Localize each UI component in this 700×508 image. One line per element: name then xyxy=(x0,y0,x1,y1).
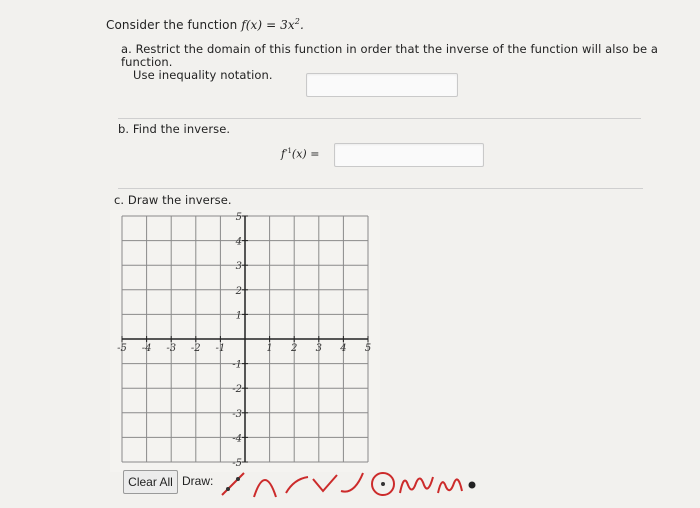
y-tick-label: 3 xyxy=(235,261,242,273)
wave-tool-icon[interactable] xyxy=(398,469,436,499)
part-a-line1: a. Restrict the domain of this function in order that the inverse of the function will also be a function. xyxy=(121,42,659,69)
x-tick-label: 5 xyxy=(364,343,372,354)
part-a-line2: Use inequality notation. xyxy=(133,68,273,82)
parabola-tool-icon[interactable] xyxy=(250,469,280,499)
x-tick-label: -1 xyxy=(215,343,226,354)
part-c-label: c. Draw the inverse. xyxy=(114,193,232,207)
x-tick-label: 2 xyxy=(291,343,298,354)
graph-area[interactable] xyxy=(110,210,380,472)
x-tick-label: -5 xyxy=(117,343,127,354)
vertex-tool-icon[interactable] xyxy=(310,469,340,499)
y-tick-label: -3 xyxy=(232,408,242,420)
inverse-answer-input[interactable] xyxy=(334,143,484,167)
draw-label: Draw: xyxy=(182,474,214,488)
intro-text: Consider the function xyxy=(106,18,242,32)
y-tick-label: -4 xyxy=(232,433,242,445)
ray-tool-icon[interactable] xyxy=(282,469,312,499)
x-tick-label: -3 xyxy=(166,343,177,354)
divider-a xyxy=(118,118,641,119)
intro-line xyxy=(106,17,304,32)
x-tick-label: 3 xyxy=(315,343,322,354)
clear-all-button[interactable]: Clear All xyxy=(123,470,178,494)
divider-b xyxy=(118,188,643,189)
domain-answer-input[interactable] xyxy=(306,73,458,97)
x-tick-label: -4 xyxy=(141,343,152,354)
line-tool-icon[interactable] xyxy=(218,469,248,499)
point-tool-icon[interactable] xyxy=(466,479,478,491)
y-tick-label: 1 xyxy=(235,310,242,322)
function-formula: $f(x) = 3x^2$. xyxy=(241,17,304,32)
circle-tool-icon[interactable] xyxy=(368,469,398,499)
y-tick-label: 2 xyxy=(235,285,242,297)
x-tick-label: 4 xyxy=(340,343,347,354)
y-tick-label: 5 xyxy=(235,212,242,223)
part-b-label: b. Find the inverse. xyxy=(118,122,231,136)
y-tick-label: 4 xyxy=(235,236,242,248)
wave-tool-icon-2[interactable] xyxy=(436,469,464,499)
x-tick-label: -2 xyxy=(190,343,201,354)
y-tick-label: -2 xyxy=(232,384,242,396)
x-tick-label: 1 xyxy=(266,343,273,354)
inverse-function-label: $f^{-1}(x)$ = xyxy=(281,147,320,161)
y-tick-label: -1 xyxy=(232,359,242,371)
curve-tool-icon[interactable] xyxy=(338,469,368,499)
y-tick-label: -5 xyxy=(232,458,242,469)
